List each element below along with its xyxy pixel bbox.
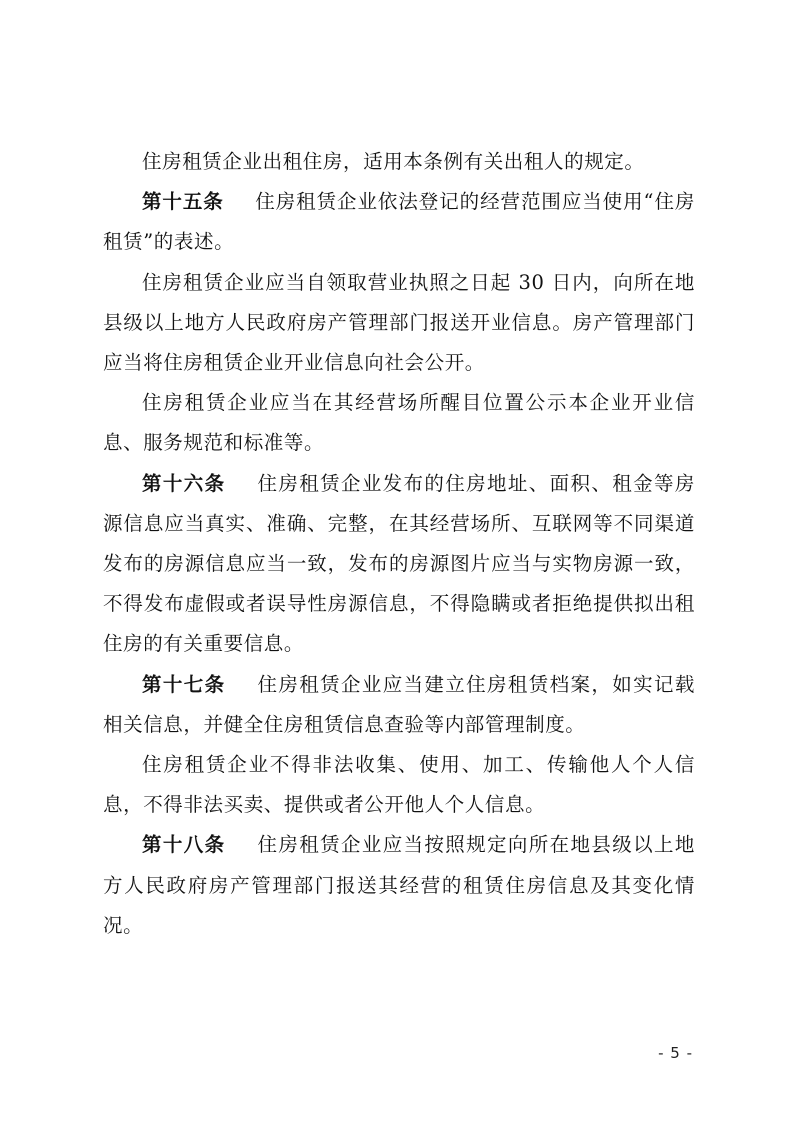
article-15 [103,182,695,262]
article-15-text: 住房租赁企业依法登记的经营范围应当使用“住房租赁”的表述。 [103,190,695,254]
article-15-heading: 第十五条 [142,190,224,214]
document-body [103,142,695,946]
paragraph-1-text: 住房租赁企业出租住房，适用本条例有关出租人的规定。 [142,150,645,173]
article-16 [103,464,695,665]
article-18-heading: 第十八条 [142,833,226,857]
paragraph-3 [103,263,695,384]
article-16-heading: 第十六条 [142,471,226,495]
paragraph-3-text: 住房租赁企业应当自领取营业执照之日起 30 日内，向所在地县级以上地方人民政府房产管理部门报送开业信息。房产管理部门应当将住房租赁企业开业信息向社会公开。 [103,270,695,375]
article-17 [103,665,695,745]
paragraph-7-text: 住房租赁企业不得非法收集、使用、加工、传输他人个人信息，不得非法买卖、提供或者公开他人个人信息。 [103,753,695,817]
article-18 [103,825,695,946]
article-18-text: 住房租赁企业应当按照规定向所在地县级以上地方人民政府房产管理部门报送其经营的租赁住房信息及其变化情况。 [103,833,695,937]
page-number: - 5 - [658,1044,693,1062]
paragraph-7 [103,745,695,825]
article-16-text: 住房租赁企业发布的住房地址、面积、租金等房源信息应当真实、准确、完整，在其经营场所、互联网等不同渠道发布的房源信息应当一致，发布的房源图片应当与实物房源一致，不得发布虚假或者误导性房源信息，不得隐瞒或者拒绝提供拟出租住房的有关重要信息。 [103,471,695,656]
article-17-heading: 第十七条 [142,672,226,696]
paragraph-4 [103,383,695,463]
paragraph-4-text: 住房租赁企业应当在其经营场所醒目位置公示本企业开业信息、服务规范和标准等。 [103,391,695,455]
article-17-text: 住房租赁企业应当建立住房租赁档案，如实记载相关信息，并健全住房租赁信息查验等内部管理制度。 [103,672,695,736]
paragraph-1 [103,142,695,182]
